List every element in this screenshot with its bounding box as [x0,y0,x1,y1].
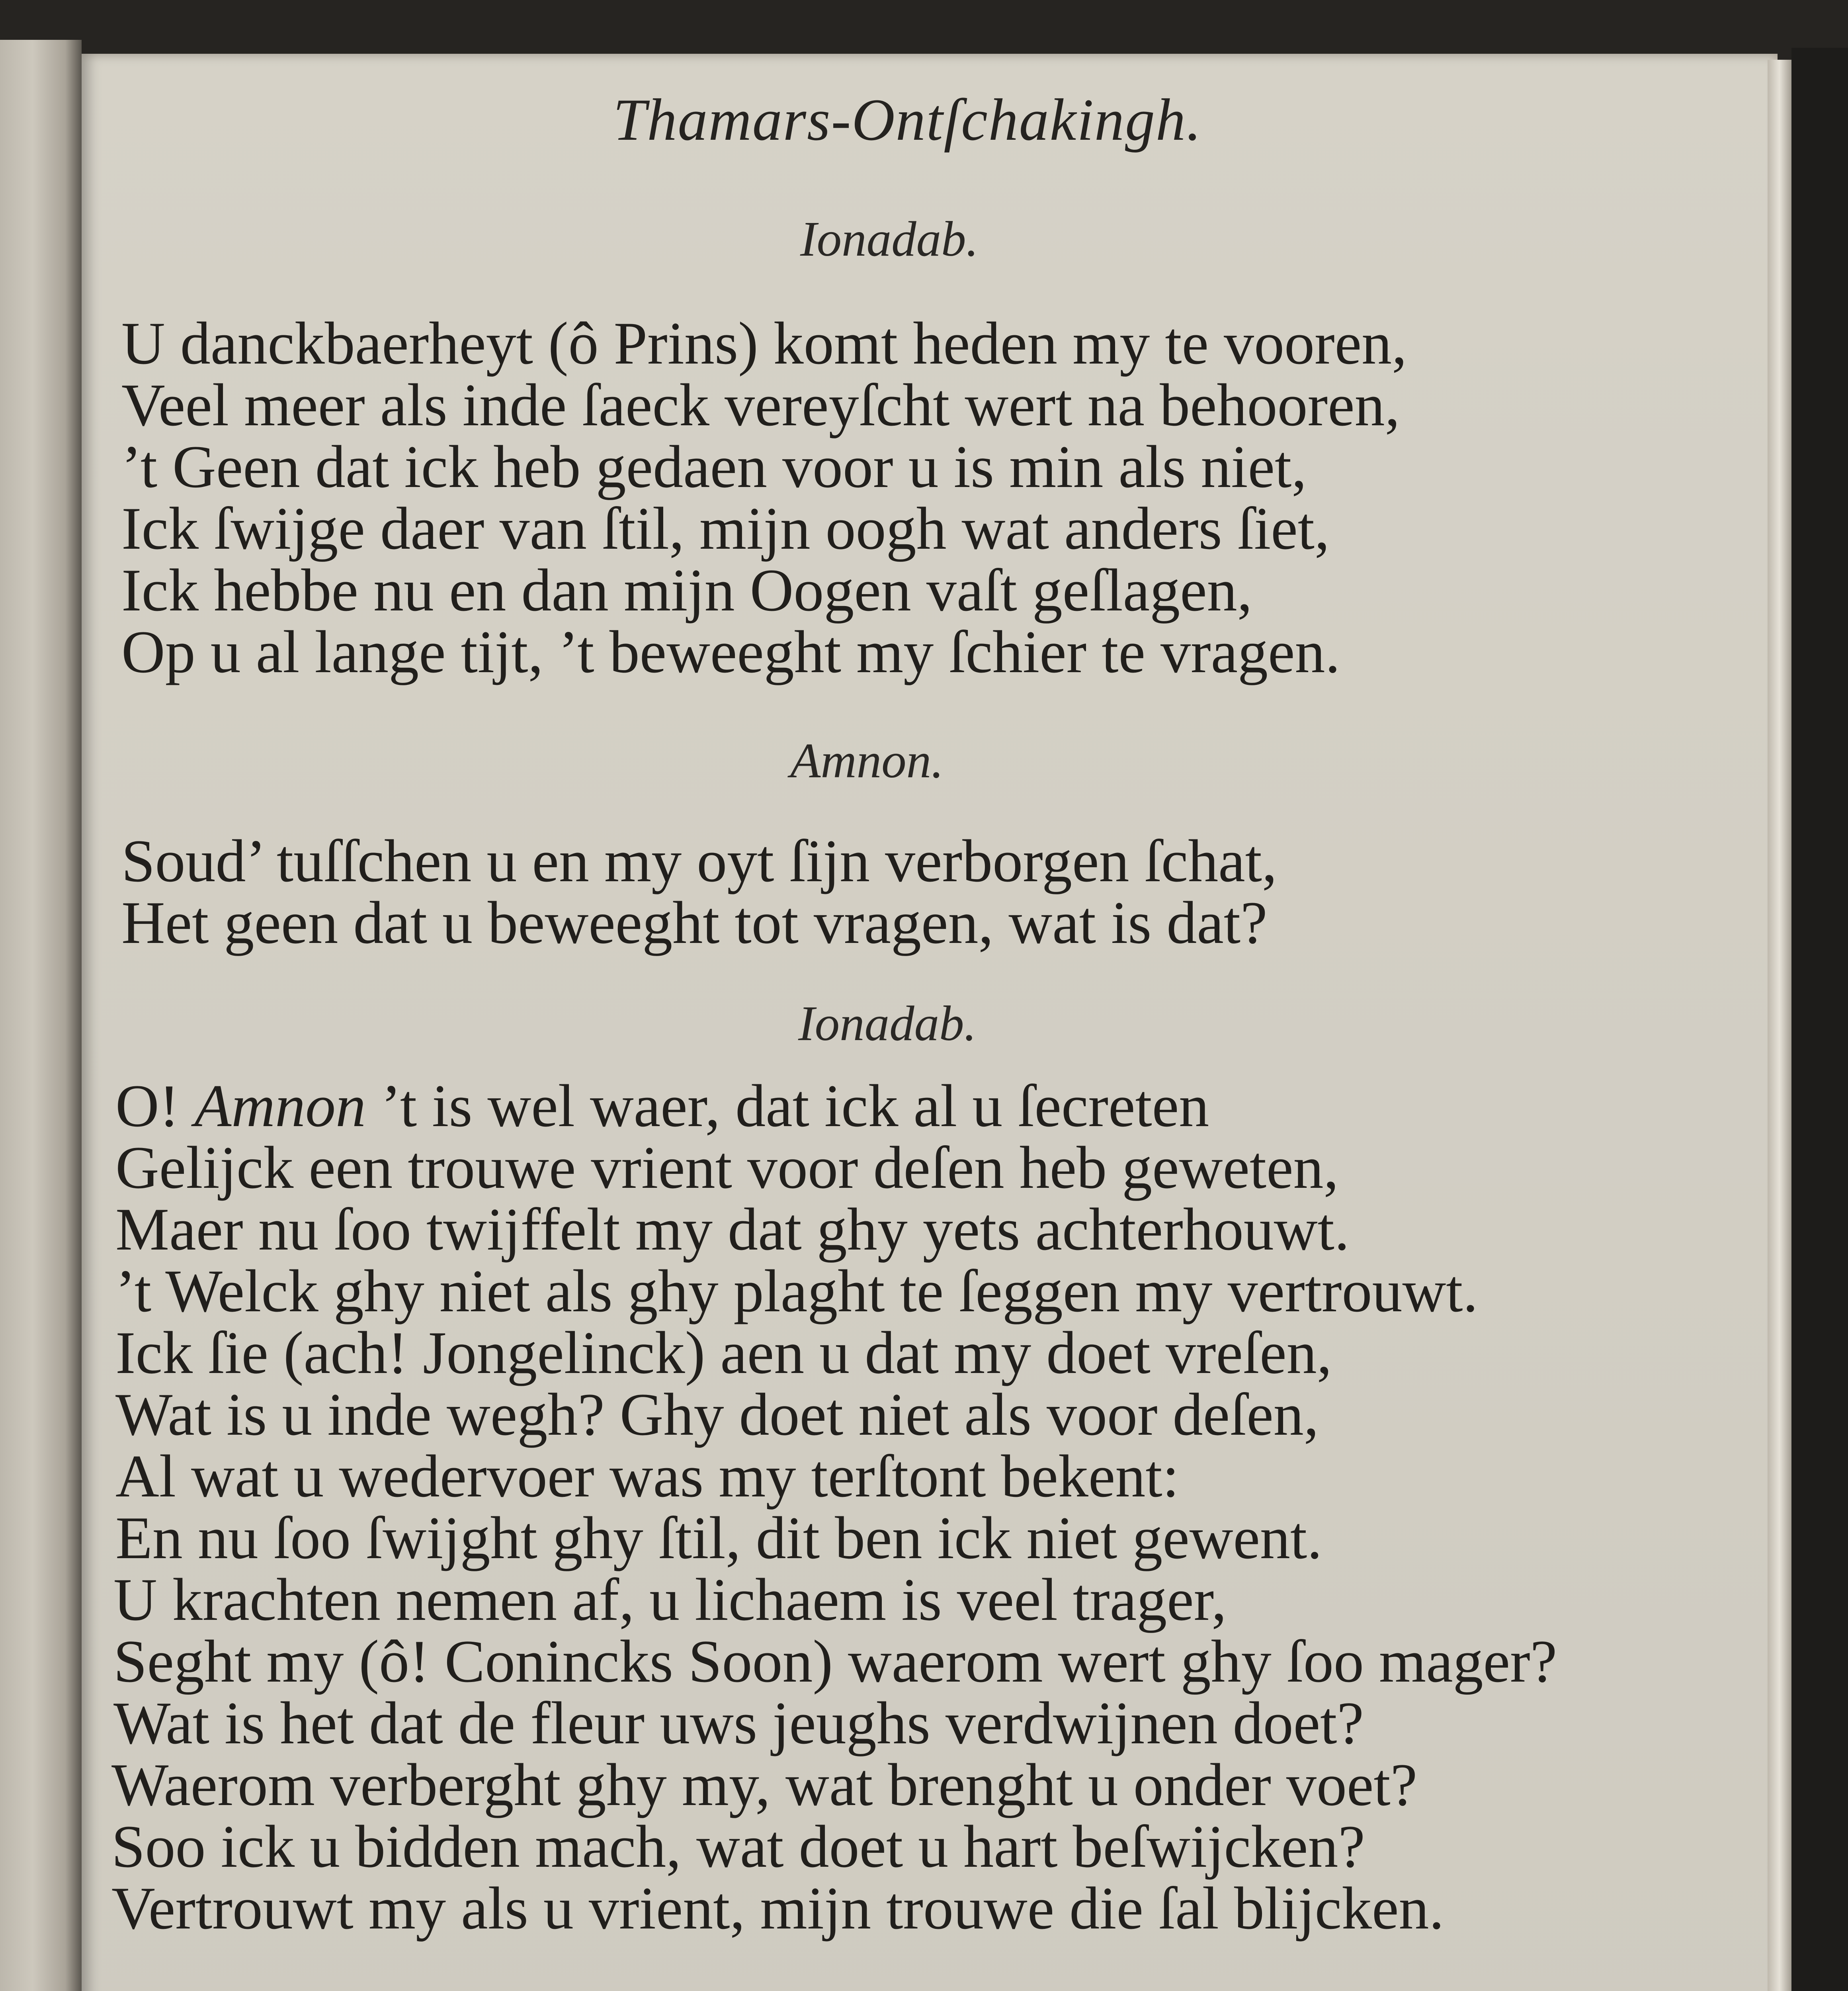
verse-line: ’t Geen dat ick heb gedaen voor u is min als niet, [121,433,1307,500]
verse-line: Veel meer als inde ſaeck vereyſcht wert na behooren, [121,372,1400,438]
verse-line: Ick hebbe nu en dan mijn Oogen vaſt geſlagen, [121,557,1252,624]
verse-line: Al wat u wedervoer was my terſtont bekent: [115,1443,1179,1510]
verse-line: Seght my (ô! Conincks Soon) waerom wert ghy ſoo mager? [113,1628,1557,1695]
page-fore-edge [1768,60,1791,1991]
italic-name: Amnon [194,1072,366,1139]
verse-line: Gelijck een trouwe vrient voor deſen heb geweten, [115,1134,1339,1201]
verse-line: ’t Welck ghy niet als ghy plaght te ſeggen my vertrouwt. [115,1258,1478,1324]
verse-line: Waerom verberght ghy my, wat brenght u onder voet? [111,1751,1418,1818]
verse-line: Soo ick u bidden mach, wat doet u hart beſwijcken? [111,1813,1365,1880]
speaker-label: Ionadab. [798,996,977,1051]
speaker-label: Ionadab. [800,212,979,267]
speaker-label: Amnon. [790,733,944,788]
verse-line: U krachten nemen af, u lichaem is veel trager, [113,1566,1227,1633]
verse-line: Wat is u inde wegh? Ghy doet niet als voor deſen, [115,1381,1319,1448]
verse-line: En nu ſoo ſwijght ghy ſtil, dit ben ick niet gewent. [115,1504,1323,1571]
verse-line: Het geen dat u beweeght tot vragen, wat is dat? [121,889,1268,956]
verse-line: Ick ſie (ach! Jongelinck) aen u dat my doet vreſen, [115,1319,1332,1386]
verse-line: Maer nu ſoo twijffelt my dat ghy yets achterhouwt. [115,1196,1350,1263]
facing-page-edge [0,40,82,1991]
verse-line: Vertrouwt my als u vrient, mijn trouwe die ſal blijcken. [111,1875,1444,1942]
verse-line-with-name: O! Amnon ’t is wel waer, dat ick al u ſecreten [115,1072,1209,1139]
verse-line: Op u al lange tijt, ’t beweeght my ſchier te vragen. [121,618,1340,685]
verse-line: Wat is het dat de fleur uws jeughs verdwijnen doet? [113,1690,1364,1756]
verse-line: Ick ſwijge daer van ſtil, mijn oogh wat anders ſiet, [121,495,1330,562]
running-head: Thamars-Ontſchakingh. [613,87,1202,153]
verse-line: Soud’ tuſſchen u en my oyt ſijn verborgen ſchat, [121,827,1277,894]
scan-right-margin [1791,48,1848,1991]
verse-line: U danckbaerheyt (ô Prins) komt heden my te vooren, [121,310,1407,377]
